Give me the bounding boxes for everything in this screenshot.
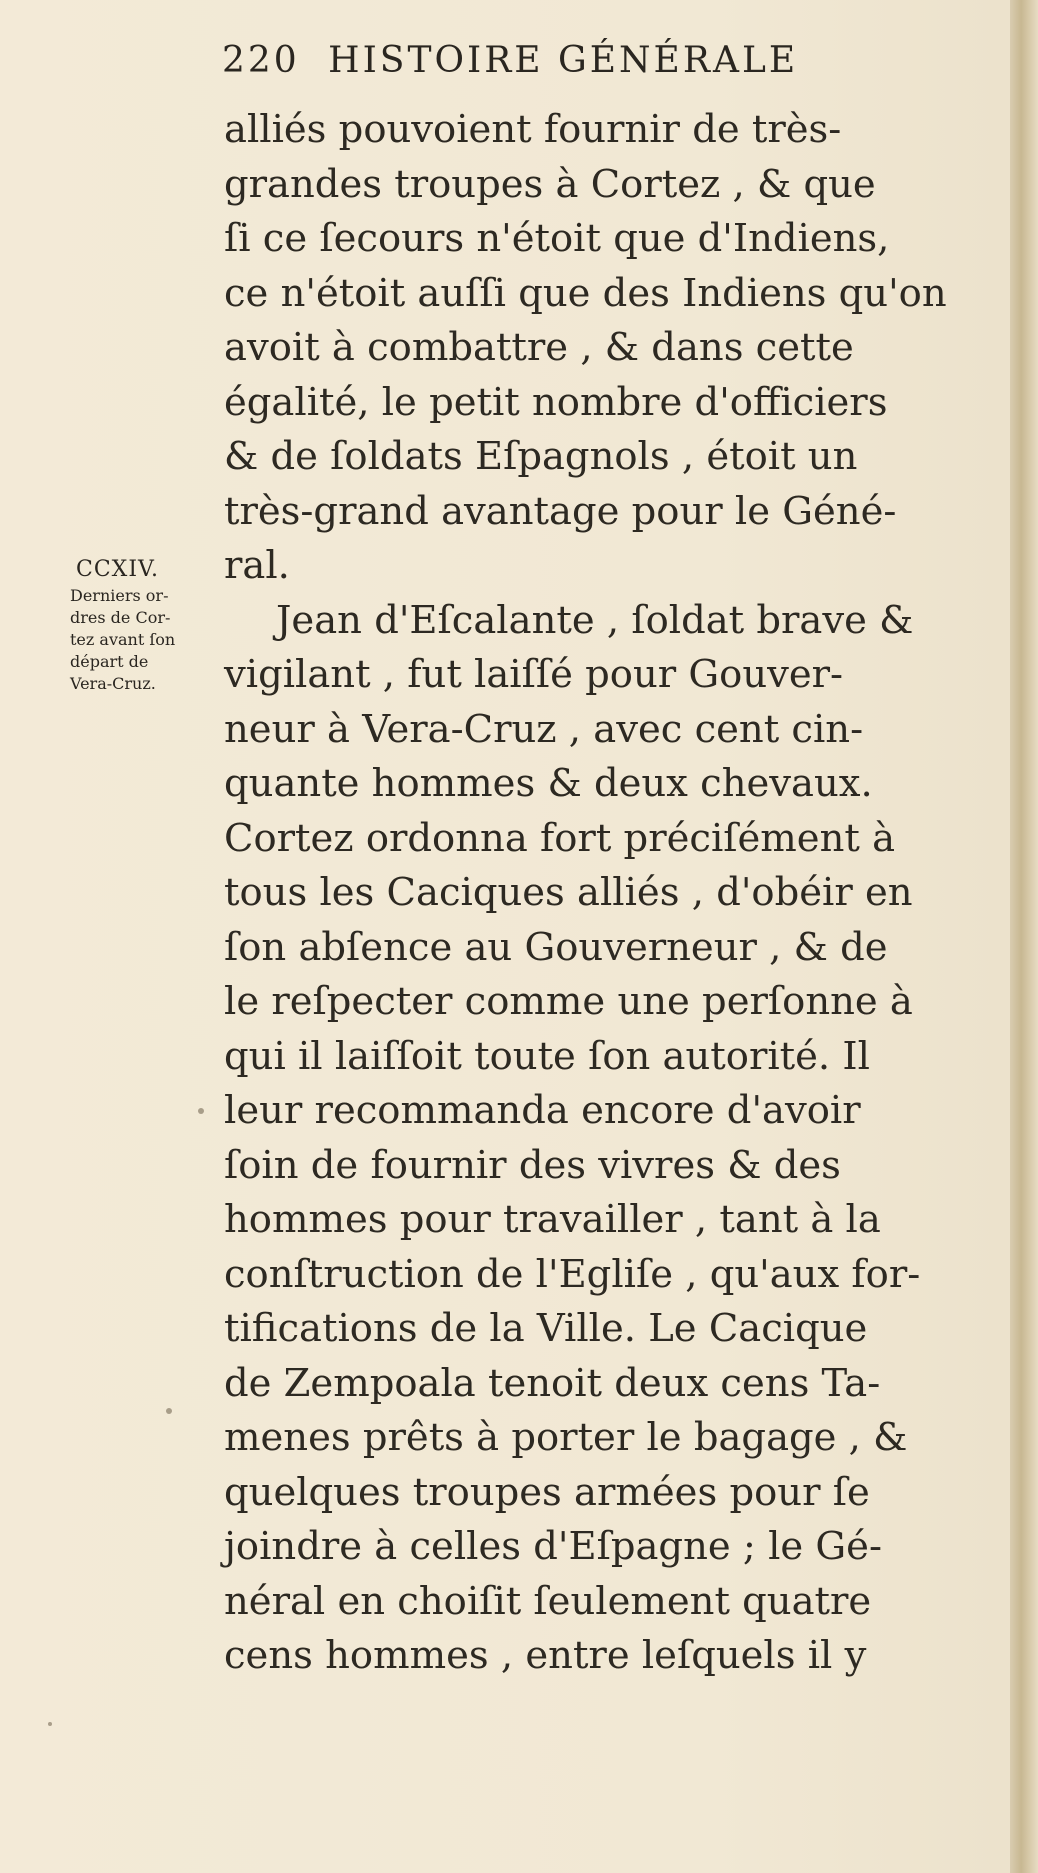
text-line: quante hommes & deux chevaux. — [224, 761, 873, 806]
ink-speck — [166, 1408, 172, 1414]
margin-note-line: dres de Cor- — [70, 608, 171, 627]
text-line: ral. — [224, 543, 290, 588]
text-line: Cortez ordonna fort préciſément à — [224, 815, 896, 861]
text-line: ſoin de fournir des vivres & des — [224, 1142, 841, 1188]
text-line: ſi ce ſecours n'étoit que d'Indiens, — [224, 216, 890, 261]
text-line: quelques troupes armées pour ſe — [224, 1469, 870, 1515]
running-title: HISTOIRE GÉNÉRALE — [328, 40, 799, 81]
text-line: le reſpecter comme une perſonne à — [224, 979, 913, 1024]
text-line: qui il laiſſoit toute ſon autorité. Il — [224, 1033, 870, 1079]
running-head — [222, 40, 798, 81]
text-line: menes prêts à porter le bagage , & — [224, 1415, 908, 1460]
text-line: grandes troupes à Cortez , & que — [224, 161, 876, 207]
text-line: leur recommanda encore d'avoir — [224, 1088, 861, 1133]
text-line: de Zempoala tenoit deux cens Ta- — [224, 1360, 881, 1406]
page-edge — [1010, 0, 1038, 1873]
text-line: Jean d'Eſcalante , ſoldat brave & — [276, 597, 914, 643]
text-line: joindre à celles d'Eſpagne ; le Gé- — [224, 1524, 882, 1569]
text-line: conſtruction de l'Egliſe , qu'aux for- — [224, 1251, 921, 1297]
body-text — [224, 103, 947, 1684]
text-line: & de ſoldats Eſpagnols , étoit un — [224, 434, 858, 479]
text-line: vigilant , fut laiſſé pour Gouver- — [224, 652, 844, 697]
text-line: tous les Caciques alliés , d'obéir en — [224, 870, 913, 915]
margin-note-line: départ de — [70, 652, 149, 671]
page-number: 220 — [222, 40, 300, 81]
margin-note-line: tez avant ſon — [70, 630, 176, 649]
ink-speck — [48, 1722, 52, 1726]
text-line: avoit à combattre , & dans cette — [224, 325, 854, 370]
ink-speck — [198, 1108, 204, 1114]
section-numeral: CCXIV. — [76, 557, 160, 582]
text-line: alliés pouvoient fournir de très- — [224, 107, 842, 152]
margin-note-line: Vera-Cruz. — [70, 674, 156, 693]
text-line: neur à Vera-Cruz , avec cent cin- — [224, 706, 864, 752]
margin-note — [70, 555, 220, 695]
text-line: tifications de la Ville. Le Cacique — [224, 1306, 868, 1351]
text-line: cens hommes , entre leſquels il y — [224, 1633, 867, 1678]
text-line: ſon abſence au Gouverneur , & de — [224, 924, 888, 970]
text-line: égalité, le petit nombre d'officiers — [224, 379, 888, 425]
text-line: ce n'étoit auſſi que des Indiens qu'on — [224, 270, 947, 316]
text-line: hommes pour travailler , tant à la — [224, 1197, 881, 1242]
margin-note-line: Derniers or- — [70, 586, 169, 605]
text-line: très-grand avantage pour le Géné- — [224, 488, 897, 534]
text-line: néral en choiſit ſeulement quatre — [224, 1578, 872, 1624]
